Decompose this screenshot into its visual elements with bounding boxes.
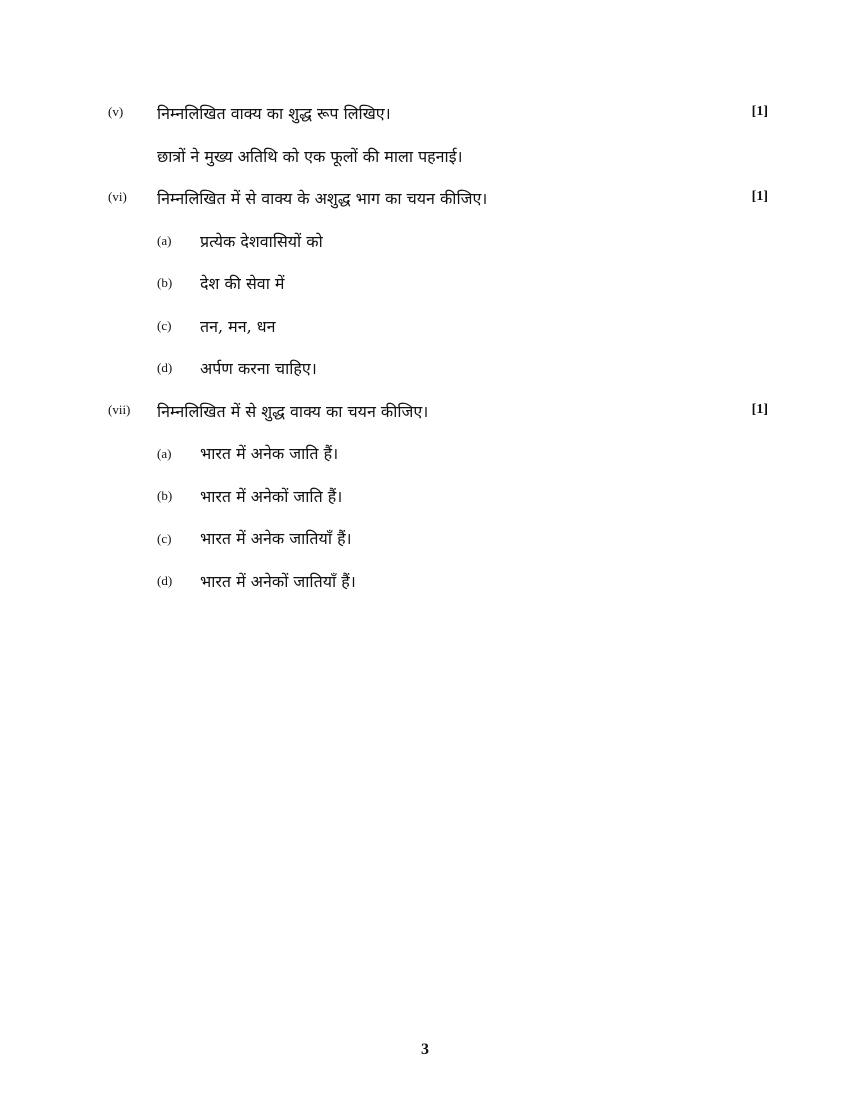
option-label: (c) — [157, 318, 172, 333]
question-number: (v) — [108, 104, 124, 119]
marks-label: [1] — [751, 402, 768, 417]
option-text: भारत में अनेकों जाति हैं। — [200, 487, 343, 506]
option-text: भारत में अनेक जाति हैं। — [200, 444, 339, 463]
option-label: (c) — [157, 531, 172, 546]
question-number: (vi) — [108, 189, 127, 204]
question-number: (vii) — [108, 402, 131, 417]
option-text: भारत में अनेक जातियाँ हैं। — [200, 529, 352, 548]
option-text: भारत में अनेकों जातियाँ हैं। — [200, 572, 356, 591]
question-prompt: निम्नलिखित में से वाक्य के अशुद्ध भाग का चयन कीजिए। — [157, 189, 488, 208]
option-text: प्रत्येक देशवासियों को — [200, 232, 323, 251]
option-label: (a) — [157, 446, 172, 461]
option-text: देश की सेवा में — [200, 274, 285, 293]
option-label: (a) — [157, 233, 172, 248]
option-text: अर्पण करना चाहिए। — [200, 359, 317, 378]
question-prompt: निम्नलिखित वाक्य का शुद्ध रूप लिखिए। — [157, 104, 391, 123]
option-label: (b) — [157, 488, 173, 503]
marks-label: [1] — [751, 104, 768, 119]
option-label: (b) — [157, 275, 173, 290]
option-label: (d) — [157, 573, 173, 588]
option-label: (d) — [157, 360, 173, 375]
question-sentence: छात्रों ने मुख्य अतिथि को एक फूलों की माला पहनाई। — [157, 147, 463, 166]
question-prompt: निम्नलिखित में से शुद्ध वाक्य का चयन कीजिए। — [157, 402, 429, 421]
option-text: तन, मन, धन — [200, 317, 276, 336]
page-number: 3 — [421, 1041, 429, 1058]
marks-label: [1] — [751, 189, 768, 204]
